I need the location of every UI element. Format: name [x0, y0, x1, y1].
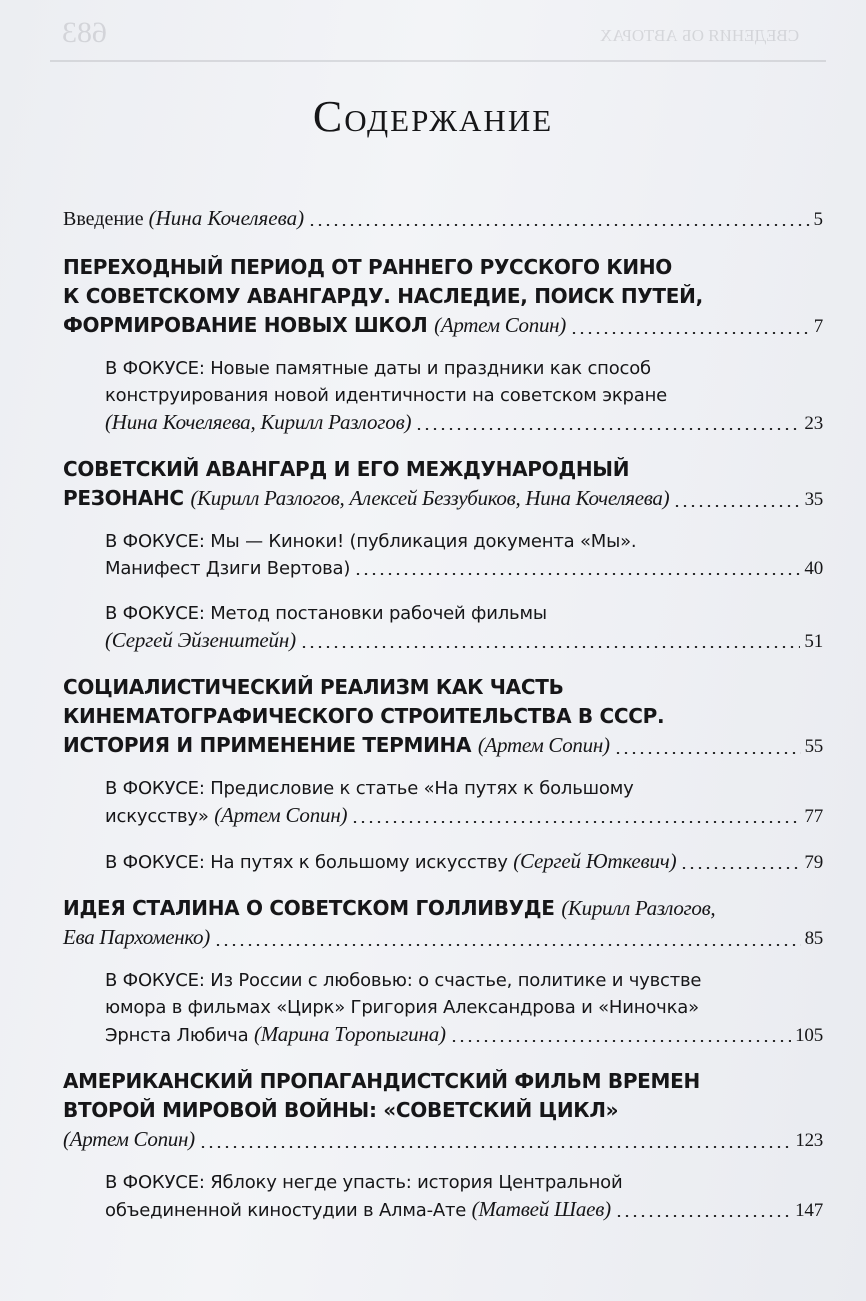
- toc-focus-entry: [63, 528, 823, 582]
- page-title: Содержание: [312, 92, 554, 142]
- toc-page-number: 5: [813, 209, 823, 230]
- toc-entry-line: ИДЕЯ СТАЛИНА О СОВЕТСКОМ ГОЛЛИВУДЕ (Кирилл Разлогов,: [63, 896, 716, 920]
- dot-leader: [673, 505, 800, 507]
- toc-entry-line: СОЦИАЛИСТИЧЕСКИЙ РЕАЛИЗМ КАК ЧАСТЬ: [63, 675, 564, 699]
- dot-leader: [614, 752, 801, 754]
- toc-entry-line: АМЕРИКАНСКИЙ ПРОПАГАНДИСТСКИЙ ФИЛЬМ ВРЕМЕН: [63, 1069, 700, 1093]
- toc-entry-last-line: [105, 802, 823, 830]
- toc-entry-line: В ФОКУСЕ: Из России с любовью: о счастье, политике и чувстве: [105, 970, 702, 991]
- toc-entry-last-line: [105, 555, 823, 582]
- toc-page-number: 77: [804, 806, 823, 827]
- toc-page-number: 79: [804, 852, 823, 873]
- toc-focus-entry: [63, 1169, 823, 1224]
- toc-page-number: 23: [804, 413, 823, 434]
- toc-section-entry: [63, 455, 823, 514]
- dot-leader: [450, 1040, 791, 1042]
- toc-entry-last-line: [63, 311, 823, 341]
- dot-leader: [570, 332, 810, 334]
- toc-entry-line: К СОВЕТСКОМУ АВАНГАРДУ. НАСЛЕДИЕ, ПОИСК ПУТЕЙ,: [63, 284, 703, 308]
- toc-entry-author: (Кирилл Разлогов, Алексей Беззубиков, Нина Кочеляева): [190, 486, 670, 510]
- toc-entry-author: (Артем Сопин): [434, 313, 566, 337]
- toc-entry-text: искусству»: [105, 806, 215, 827]
- toc-page-number: 51: [804, 631, 823, 652]
- toc-entry-last-line: [105, 848, 823, 876]
- toc-entry-last-line: [63, 923, 823, 953]
- toc-entry-author: (Сергей Юткевич): [513, 849, 677, 873]
- toc-entry-author: (Нина Кочеляева, Кирилл Разлогов): [105, 410, 412, 434]
- toc-entry-author: Ева Пархоменко): [63, 925, 210, 949]
- table-of-contents: [63, 205, 823, 1242]
- toc-page-number: 7: [813, 316, 823, 337]
- toc-entry-author: (Артем Сопин): [477, 733, 610, 757]
- toc-entry-text: РЕЗОНАНС: [63, 486, 191, 510]
- dot-leader: [415, 428, 800, 430]
- toc-entry-text: Эрнста Любича: [105, 1025, 254, 1046]
- bleed-through-rule: [50, 60, 826, 62]
- toc-entry-text: Манифест Дзиги Вертова): [105, 558, 351, 579]
- toc-entry-line: КИНЕМАТОГРАФИЧЕСКОГО СТРОИТЕЛЬСТВА В СССР.: [63, 704, 665, 728]
- toc-focus-entry: [63, 775, 823, 830]
- toc-focus-entry: [63, 967, 823, 1049]
- toc-entry-last-line: [105, 627, 823, 655]
- toc-section-entry: [63, 894, 823, 953]
- toc-entry-line: В ФОКУСЕ: Яблоку негде упасть: история Центральной: [105, 1172, 623, 1193]
- toc-entry-author: (Марина Торопыгина): [253, 1022, 446, 1046]
- dot-leader: [351, 821, 800, 823]
- toc-entry-line: В ФОКУСЕ: Новые памятные даты и праздники как способ: [105, 358, 651, 379]
- toc-entry-text: ИСТОРИЯ И ПРИМЕНЕНИЕ ТЕРМИНА: [63, 733, 478, 757]
- toc-entry-line: ПЕРЕХОДНЫЙ ПЕРИОД ОТ РАННЕГО РУССКОГО КИНО: [63, 255, 673, 279]
- bleed-through-page-number: 683: [62, 16, 107, 49]
- bleed-through-running-head: СВЕДЕНИЯ ОБ АВТОРАХ: [600, 26, 800, 45]
- dot-leader: [214, 944, 801, 946]
- toc-section-entry: [63, 673, 823, 761]
- toc-entry-line: юмора в фильмах «Цирк» Григория Александрова и «Ниночка»: [105, 997, 699, 1018]
- toc-entry-author: (Сергей Эйзенштейн): [105, 628, 296, 652]
- toc-focus-entry: [63, 600, 823, 655]
- toc-entry-last-line: [63, 205, 823, 233]
- toc-entry-text: ФОРМИРОВАНИЕ НОВЫХ ШКОЛ: [63, 313, 435, 337]
- toc-entry-last-line: [63, 731, 823, 761]
- toc-page-number: 105: [795, 1025, 823, 1046]
- toc-page-number: 35: [804, 489, 823, 510]
- toc-page-number: 123: [795, 1130, 823, 1151]
- toc-entry-author: (Артем Сопин): [214, 803, 348, 827]
- toc-section-entry: [63, 253, 823, 341]
- dot-leader: [354, 573, 800, 575]
- toc-entry-text: объединенной киностудии в Алма-Ате: [105, 1200, 472, 1221]
- toc-entry-author: (Артем Сопин): [63, 1127, 195, 1151]
- toc-entry-last-line: [105, 409, 823, 437]
- toc-entry-author: (Матвей Шаев): [471, 1197, 611, 1221]
- toc-entry-line: конструирования новой идентичности на советском экране: [105, 385, 668, 406]
- toc-page-number: 40: [804, 558, 823, 579]
- toc-focus-entry: [63, 848, 823, 876]
- toc-entry-line: В ФОКУСЕ: Мы — Киноки! (публикация документа «Мы».: [105, 531, 637, 552]
- toc-page-number: 85: [804, 928, 823, 949]
- toc-entry-line: ВТОРОЙ МИРОВОЙ ВОЙНЫ: «СОВЕТСКИЙ ЦИКЛ»: [63, 1098, 619, 1122]
- toc-entry-last-line: [63, 1125, 823, 1155]
- toc-page-number: 55: [804, 736, 823, 757]
- toc-entry-last-line: [105, 1196, 823, 1224]
- toc-page-number: 147: [795, 1200, 823, 1221]
- toc-section-entry: [63, 1067, 823, 1155]
- toc-intro-entry: [63, 205, 823, 233]
- toc-focus-entry: [63, 355, 823, 437]
- toc-entry-author: (Нина Кочеляева): [148, 206, 305, 230]
- dot-leader: [680, 867, 800, 869]
- toc-entry-line: В ФОКУСЕ: Предисловие к статье «На путях к большому: [105, 778, 634, 799]
- toc-entry-author: (Кирилл Разлогов,: [561, 896, 716, 920]
- toc-entry-last-line: [63, 484, 823, 514]
- toc-entry-text: В ФОКУСЕ: На путях к большому искусству: [105, 852, 514, 873]
- dot-leader: [308, 224, 809, 226]
- toc-entry-line: В ФОКУСЕ: Метод постановки рабочей фильмы: [105, 603, 547, 624]
- toc-entry-last-line: [105, 1021, 823, 1049]
- toc-entry-text: Введение: [63, 208, 149, 230]
- dot-leader: [199, 1146, 792, 1148]
- dot-leader: [615, 1215, 791, 1217]
- dot-leader: [300, 646, 801, 648]
- toc-entry-line: СОВЕТСКИЙ АВАНГАРД И ЕГО МЕЖДУНАРОДНЫЙ: [63, 457, 630, 481]
